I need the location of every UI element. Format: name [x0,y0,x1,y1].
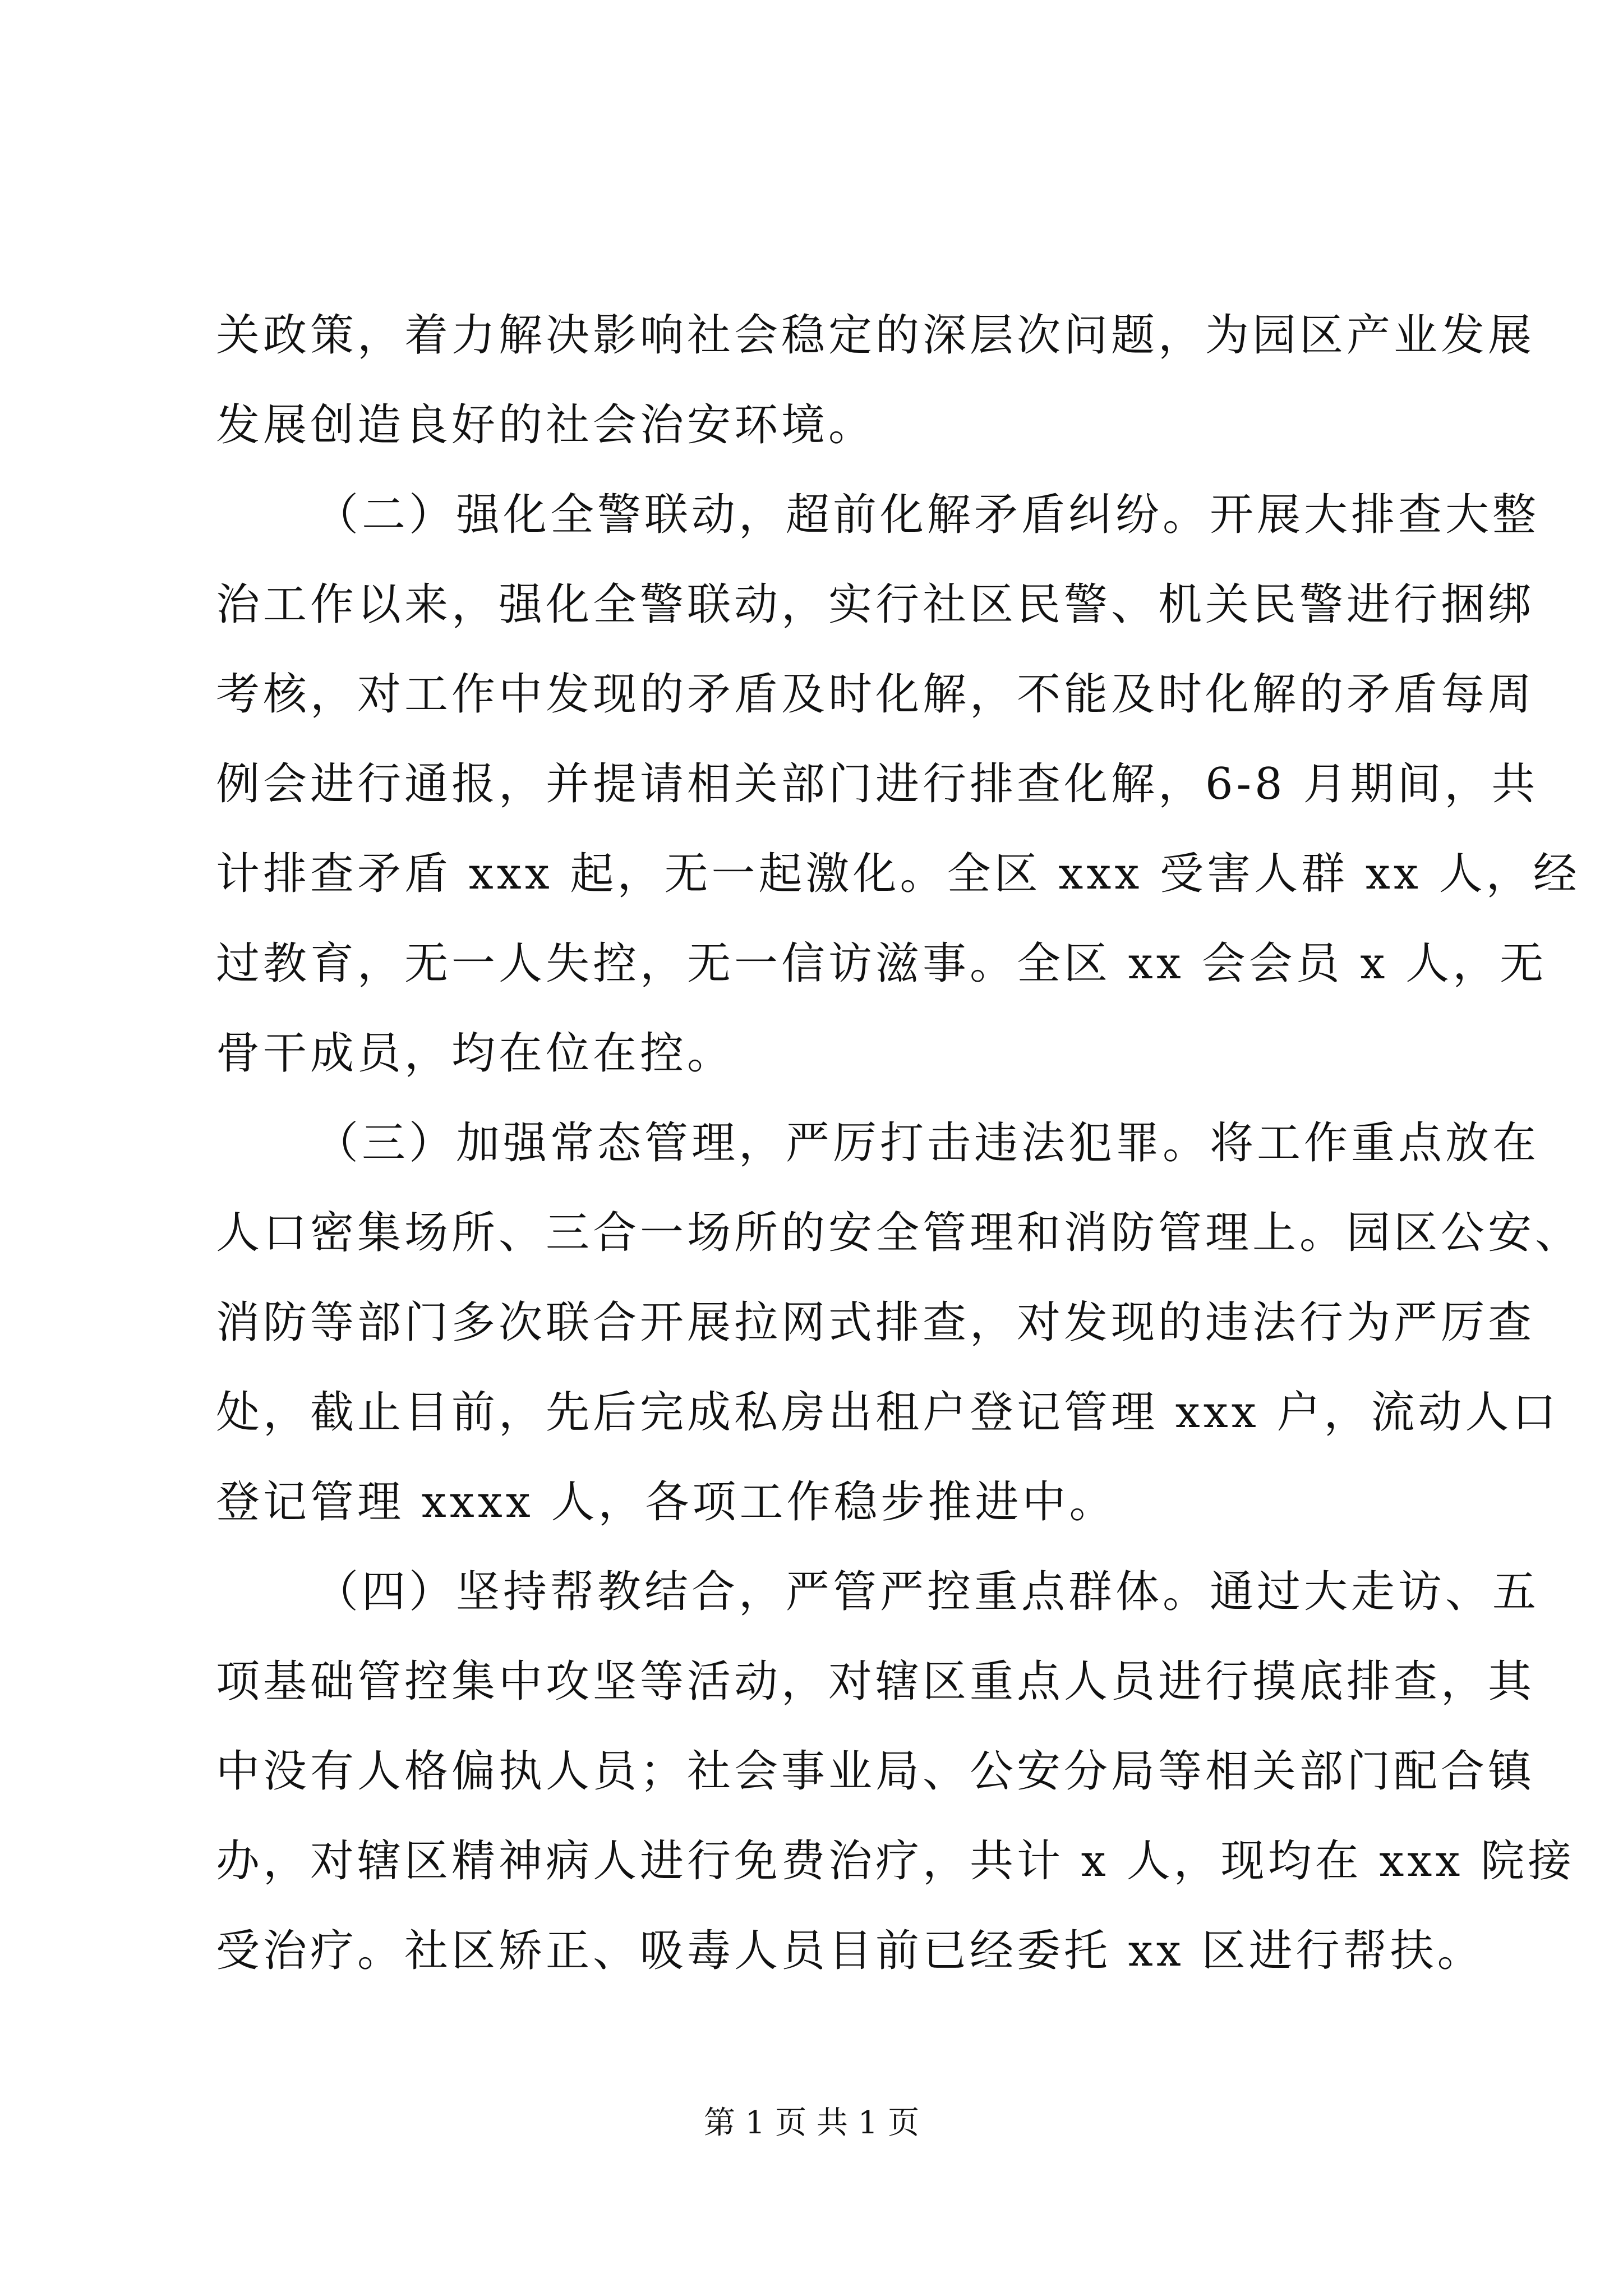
text-line: 中没有人格偏执人员；社会事业局、公安分局等相关部门配合镇 [216,1746,1536,1797]
text-line: 项基础管控集中攻坚等活动，对辖区重点人员进行摸底排查，其 [216,1657,1536,1707]
text-line: 过教育，无一人失控，无一信访滋事。全区 xx 会会员 x 人，无 [216,938,1547,989]
text-line: 例会进行通报，并提请相关部门进行排查化解，6-8 月期间，共 [216,759,1539,809]
section-4-heading-line: （四）坚持帮教结合，严管严控重点群体。通过大走访、五 [315,1567,1540,1617]
text-line: 办，对辖区精神病人进行免费治疗，共计 x 人，现均在 xxx 院接 [216,1836,1575,1887]
section-2-heading-line: （二）强化全警联动，超前化解矛盾纠纷。开展大排查大整 [315,490,1540,540]
text-line: 受治疗。社区矫正、吸毒人员目前已经委托 xx 区进行帮扶。 [216,1926,1484,1976]
text-line: 登记管理 xxxx 人，各项工作稳步推进中。 [216,1477,1117,1527]
text-line: 人口密集场所、三合一场所的安全管理和消防管理上。园区公安、 [216,1208,1583,1258]
page-number-footer: 第 1 页 共 1 页 [703,2105,920,2141]
text-line: 骨干成员，均在位在控。 [216,1028,735,1079]
text-line: 处，截止目前，先后完成私房出租户登记管理 xxx 户，流动人口 [216,1387,1560,1438]
text-line: 关政策，着力解决影响社会稳定的深层次问题，为园区产业发展 [216,310,1536,361]
text-line: 治工作以来，强化全警联动，实行社区民警、机关民警进行捆绑 [216,579,1536,630]
text-line: 计排查矛盾 xxx 起，无一起激化。全区 xxx 受害人群 xx 人，经 [216,849,1580,899]
document-body [216,291,1583,1996]
text-line: 消防等部门多次联合开展拉网式排查，对发现的违法行为严厉查 [216,1297,1536,1348]
text-line: 发展创造良好的社会治安环境。 [216,400,876,450]
text-line: 考核，对工作中发现的矛盾及时化解，不能及时化解的矛盾每周 [216,669,1536,720]
section-3-heading-line: （三）加强常态管理，严厉打击违法犯罪。将工作重点放在 [315,1118,1540,1168]
